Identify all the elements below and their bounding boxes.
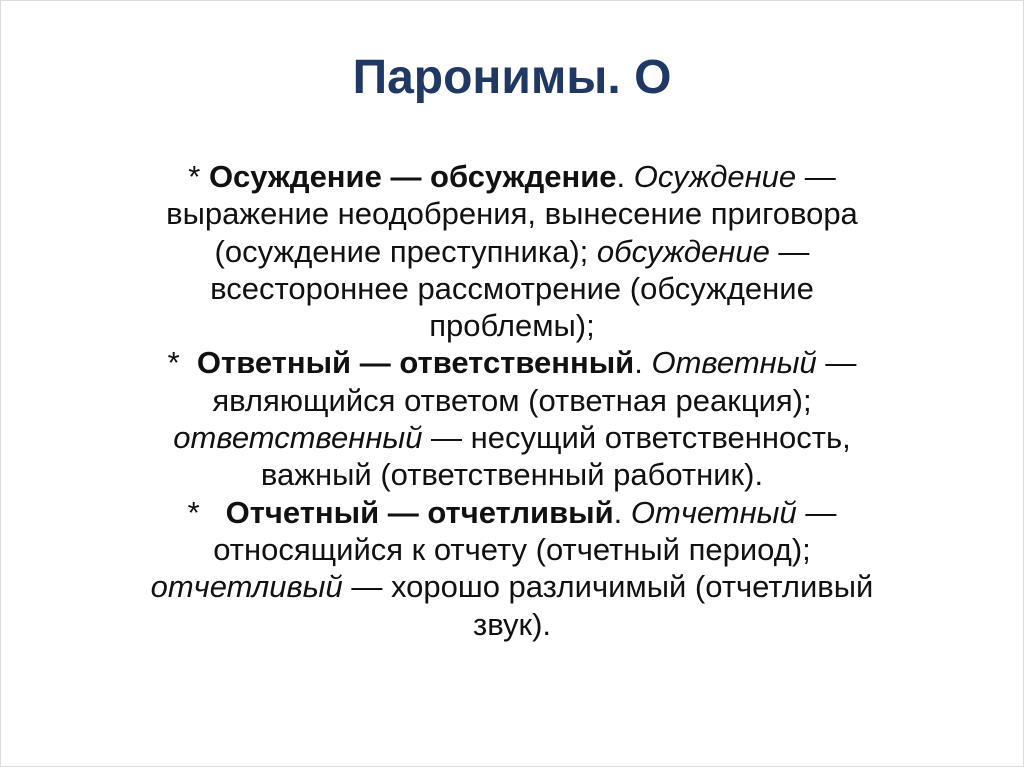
text-run: — (769, 233, 810, 269)
paronym-paragraph (40, 494, 984, 643)
text-run: — хорошо различимый (отчетливый (342, 569, 874, 605)
text-line (40, 419, 984, 456)
text-run: (осуждение преступника); (214, 233, 597, 269)
defined-term: Отчетный (630, 494, 797, 530)
text-run: . (613, 494, 631, 530)
text-run: являющийся ответом (ответная реакция); (212, 382, 812, 418)
text-run: — несущий ответственность, (422, 420, 851, 456)
text-line (40, 158, 984, 195)
text-line (40, 456, 984, 493)
text-run: — (796, 159, 836, 194)
text-line (40, 270, 984, 307)
text-run: * (187, 494, 226, 530)
paronym-pair: Отчетный — отчетливый (225, 494, 614, 530)
paronym-pair: Ответный — ответственный (196, 345, 635, 381)
text-run: . (634, 345, 652, 381)
text-line (40, 382, 984, 419)
text-run: относящийся к отчету (отчетный период); (213, 531, 811, 567)
text-line (40, 531, 984, 568)
defined-term: Ответный (651, 345, 817, 381)
text-run: всестороннее рассмотрение (обсуждение (210, 270, 814, 306)
text-run: звук). (473, 606, 551, 642)
paronym-paragraph (40, 158, 984, 344)
defined-term: Осуждение (633, 159, 797, 194)
text-run: * (188, 159, 209, 194)
text-run: — (796, 494, 837, 530)
text-line (40, 233, 984, 270)
text-line (40, 606, 984, 643)
paronym-paragraph (40, 344, 984, 493)
slide-body (40, 158, 984, 643)
paronym-pair: Осуждение — обсуждение (208, 159, 617, 194)
text-line (40, 307, 984, 344)
text-run: * (167, 345, 197, 381)
text-run: важный (ответственный работник). (260, 457, 764, 493)
text-line (40, 568, 984, 605)
defined-term: обсуждение (596, 233, 770, 269)
defined-term: отчетливый (150, 569, 343, 605)
text-run: — (816, 345, 857, 381)
slide-title: Паронимы. О (352, 51, 672, 104)
text-run: . (616, 159, 634, 194)
text-line (40, 344, 984, 381)
text-run: выражение неодобрения, вынесение приговора (166, 196, 858, 232)
defined-term: ответственный (173, 420, 423, 456)
text-run: проблемы); (429, 308, 595, 344)
text-line (40, 494, 984, 531)
text-line (40, 195, 984, 232)
